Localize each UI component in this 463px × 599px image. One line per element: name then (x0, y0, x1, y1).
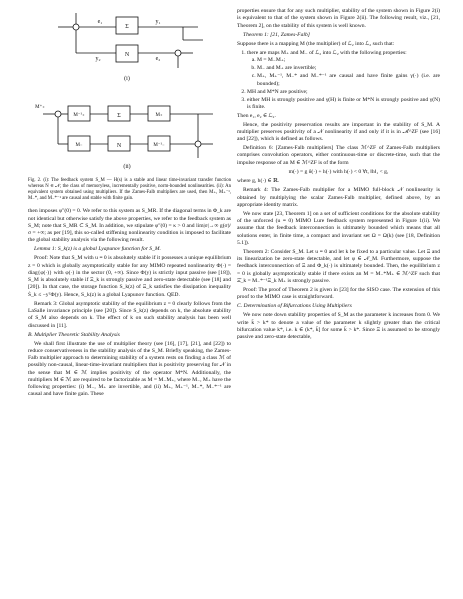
label-y1: y₁ (155, 19, 161, 25)
proof-2: Proof: The proof of Theorem 2 is given in [23] for the SISO case. The extension of this proof to the MIMO case is straightforward. (237, 286, 440, 301)
right-column (237, 8, 440, 343)
theorem-1-item-2: 2. MH and M*N are positive; (247, 89, 440, 96)
right-paragraph-2: Hence, the positivity preservation results are important in the stability of S_M. A multiplier preserves positivity of a 𝒩 nonlinearity if and only if it is in ℳ^ZF (see [16] and [22]), which is defined as follows. (237, 121, 440, 143)
label-left-tag: M⁺₊ (35, 105, 45, 110)
lemma-1: Lemma 1: S_k(z) is a global Lyapunov function for S_M. (34, 246, 161, 253)
label-sub-ii: (ii) (123, 164, 131, 170)
label-e2: e₂ (155, 56, 161, 62)
label-m-minus-inv: M⁻¹₋ (153, 143, 165, 148)
label-m-minus: M₋ (75, 143, 83, 148)
label-y2: y₂ (95, 56, 101, 62)
left-paragraph-1: then imposes φ″(0) = 0. We refer to this system as S_MR. If the diagonal terms in Φ_k are not identical but otherwise satisfy the above properties, we refer to the feedback system as S_M; note that S_MR ⊂ S_M. In addition, we stipulate φ″(0) = κ > 0 and lim|σ|→∞ g(σ)/σ = +∞; as per [19], this so-called stiffening nonlinearity condition is imposed to facilitate the global stability analysis via the following result. (28, 208, 231, 244)
label-sigma: Σ (125, 24, 129, 30)
theorem-1-title: Theorem 1: [21, Zames-Falb] (243, 31, 310, 38)
label-m-plus: M₊ (155, 113, 163, 118)
theorem-1-conclusion: Then e₁, e₂ ∈ ℒ₂. (237, 112, 276, 119)
right-paragraph-4: We now note down stability properties of S_M as the parameter k increases from 0. We write k̄ > k* to denote a value of the parameter k slightly greater than the critical bifurcation value k*, i.e. k ∈ (k*, k̄] for some k̄ > k*. Since Ξ is assumed to be strongly passive and zero-state detectable, (237, 312, 440, 341)
label-e1: e₁ (97, 19, 103, 25)
equation-where: where g, h(·) ∈ ℝ. (237, 178, 280, 185)
label-m-top: M⁻¹₊ (73, 113, 85, 118)
remark-4: Remark 4: The Zames-Falb multiplier for a MIMO full-block 𝒩 nonlinearity is obtained by multiplying the scalar Zames-Falb multiplier, defined above, by an appropriate identity matrix. (237, 187, 440, 208)
theorem-1-subitems (247, 57, 440, 88)
label-n-2: N (116, 143, 122, 149)
subitem-b: b. M₋ and M₊ are invertible; (257, 65, 440, 72)
right-paragraph-1: properties ensure that for any such multiplier, stability of the system shown in Figure 2(i) is equivalent to that of the system shown in Figure 2(ii). The following result, viz., [21, Theorem 2], on the stability of this system is well known. (237, 8, 440, 29)
feedback-figure (28, 8, 231, 176)
theorem-1-list (237, 50, 440, 112)
left-column (28, 8, 231, 400)
block-diagram (28, 8, 231, 176)
subitem-a: a. M = M₋M₊; (257, 57, 440, 64)
right-paragraph-3: We now state [23, Theorem 1] on a set of sufficient conditions for the absolute stability of the unforced (u ≡ 0) MIMO Lure feedback system represented in Figure 1(ii). We assume that the feedback interconnection is ultimately bounded which means that all solutions enter, in finite time, a compact and invariant set Ω = Ω(k) (see [18, Definition 5.1]). (237, 210, 440, 246)
definition-6: Definition 6: [Zames-Falb multipliers] The class ℳ^ZF of Zames-Falb multipliers comprises convolution operators, either continuous-time or discrete-time, such that the impulse response of an M ∈ ℳ^ZF is of the form (237, 145, 440, 166)
section-c-heading: C. Determination of Bifurcations Using Multipliers (237, 303, 352, 310)
label-n: N (124, 52, 130, 58)
subitem-c: c. M₊, M₊⁻¹, M₋* and M₋*⁻¹ are causal and have finite gains γ(·) (i.e. are bounded); (257, 73, 440, 88)
theorem-1-item-1: 1. there are maps M₊ and M₋ of ℒ₂ into ℒ₂ with the following properties: a. M = M₋M₊; b. M₋ and M₊ are invertible; c. M₊, M₊⁻¹, M₋* and M₋*⁻¹ are causal and have finite gains γ(·) (i.e. are bounded); (247, 50, 440, 88)
label-sigma-2: Σ (117, 113, 121, 119)
proof-1: Proof: Note that S_M with u ≡ 0 is absolutely stable if it possesses a unique equilibrium z = 0 which is globally asymptotically stable for any MIMO repeated nonlinearity Φ(·) = diag{φ(·)} with φ(·) in the sector (0, +∞). Since Φ(y) is strictly input passive (see [18]), S_M is absolutely stable if Ξ_k is strongly passive and zero-state detectable (see [18] and [20]). In that case, the storage function S_k(z) of Ξ_k satisfies the dissipation inequality Ṡ_k ≤ −yᵀΦ(y). Hence, S_k(z) is a global Lyapunov function. QED. (28, 255, 231, 298)
left-paragraph-2: We shall first illustrate the use of multiplier theory (see [16], [17], [21], and [22]) to reduce conservativeness in the stability analysis of the S_M. Briefly speaking, the Zames-Falb multiplier approach to determining stability of a system rests on finding a class ℳ of possibly non-causal, linear-time-invariant multipliers that is positivity preserving for 𝒩 in the sense that M ∈ ℳ implies positivity of the operator M*N. Additionally, the multipliers M ∈ ℳ are required to be factorizable as M = M₋M₊, where M₋, M₊ have the following properties: (i) M₋, M₊ are invertible, and (ii) M₊, M₊⁻¹, M₋*, M₋*⁻¹ are causal and have finite gain. These (28, 340, 231, 398)
theorem-1-item-3: 3. either MH is strongly positive and γ(H) is finite or M*N is strongly positive and γ(N) is finite. (247, 97, 440, 112)
impulse-equation: m(·) = g δ(·) + h(·) with h(·) < 0 ∀t, ‖h‖₁ < g, (288, 168, 389, 175)
section-b-heading: B. Multiplier Theoretic Stability Analysis (28, 331, 120, 338)
remark-3: Remark 3: Global asymptotic stability of the equilibrium z = 0 clearly follows from the LaSalle invariance principle (see [20]). Since S_k(z) depends on k, the absolute stability of S_M also depends on k. The effect of k on such stability analysis has been well discussed in [11]. (28, 300, 231, 329)
theorem-2: Theorem 2: Consider S_M. Let u ≡ 0 and let k be fixed to a particular value. Let Ξ and its linearization be zero-state detectable, and let φ ∈ 𝒩_M. Furthermore, suppose the feedback interconnection of Ξ and Φ_k(·) is ultimately bounded. Then, the equilibrium z = 0 is globally asymptotically stable if there exists an M = M₋*M₊ ∈ ℳ^ZF such that Ξ̂_k = M₋*⁻¹Ξ_k M₊ is strongly passive. (237, 248, 440, 284)
figure-caption: Fig. 2. (i): The feedback system S_M — H(s) is a stable and linear time-invariant transfer function whereas N ∈ 𝒩, the class of memoryless, incrementally positive, norm-bounded nonlinearities. (ii): An equivalent system obtained using multipliers. If the Zames-Falb multipliers are used, then M₊, M₊⁻¹, M₋*, and M₋*⁻¹ are causal and stable with finite gain. (28, 178, 231, 202)
theorem-1-body: Suppose there is a mapping M (the multiplier) of ℒ₂ into ℒ₂ such that: (237, 40, 395, 47)
label-sub-i: (i) (124, 76, 130, 82)
